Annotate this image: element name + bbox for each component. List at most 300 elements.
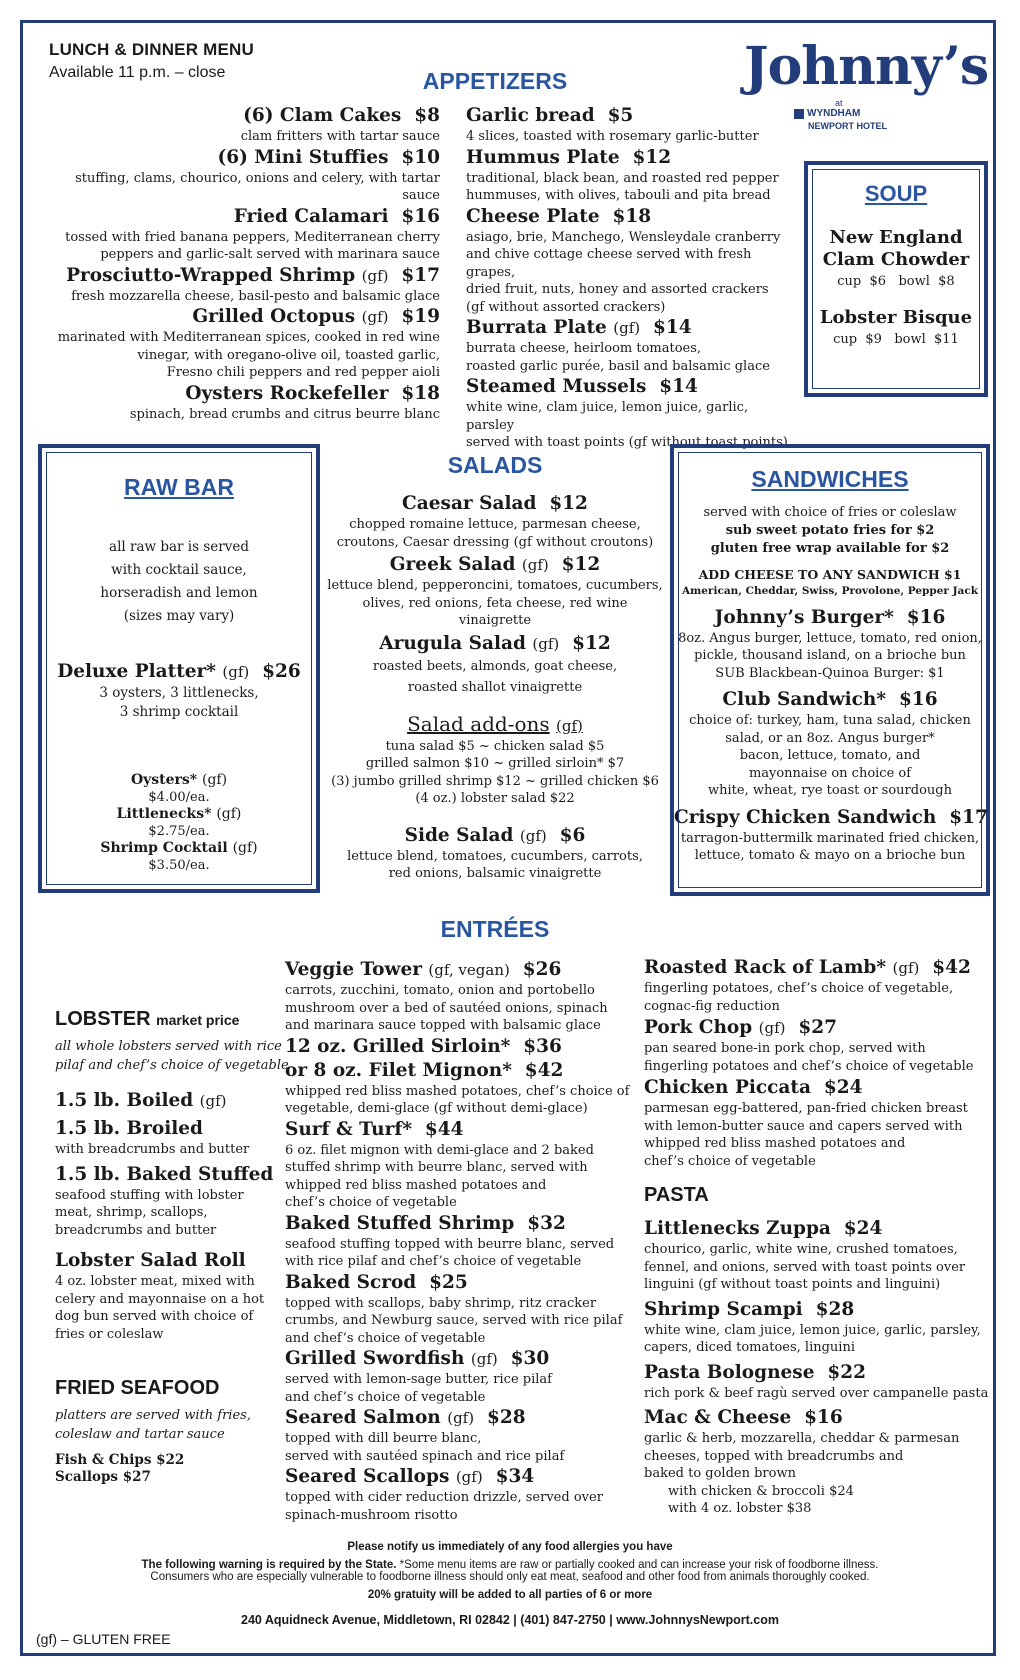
gluten-free-tag: (gf)	[613, 319, 641, 337]
raw-bar-intro-line: all raw bar is served	[109, 539, 249, 555]
raw-bar-item-name	[42, 772, 316, 789]
soup-name: Lobster Bisque	[819, 306, 973, 328]
raw-bar-name: Oysters*	[130, 772, 198, 788]
menu-item-name: Chicken Piccata	[644, 1077, 811, 1098]
menu-item-description: with lemon-butter sauce and capers served with	[644, 1118, 963, 1134]
menu-item-name: Burrata Plate	[466, 317, 607, 338]
menu-item-title	[644, 1217, 989, 1241]
gluten-free-tag: (gf, vegan)	[428, 961, 510, 979]
menu-item-description: with breadcrumbs and butter	[55, 1142, 250, 1157]
menu-item-price: $34	[495, 1466, 535, 1487]
entree-item	[285, 1406, 630, 1465]
gluten-free-tag: (gf)	[201, 772, 228, 788]
menu-item-description: served with toast points (gf without toast points)	[466, 435, 788, 450]
sandwich-item	[674, 606, 986, 683]
menu-item-price: $18	[401, 382, 440, 404]
lobster-title: LOBSTER	[55, 1008, 151, 1030]
menu-item	[40, 104, 440, 146]
menu-item-title	[285, 1406, 630, 1430]
gluten-free-tag: (gf)	[892, 959, 920, 977]
menu-item-name: Baked Scrod	[285, 1271, 417, 1293]
entree-item	[644, 1076, 989, 1170]
menu-item-title	[55, 1163, 295, 1187]
menu-item-price: $26	[522, 959, 562, 980]
menu-item-name: Pork Chop	[644, 1017, 753, 1038]
menu-item-description: fingerling potatoes and chef’s choice of vegetable	[644, 1058, 974, 1074]
state-warning-line	[0, 1559, 1020, 1571]
menu-item-title	[40, 382, 440, 406]
menu-item-title	[285, 1118, 630, 1142]
gluten-free-legend: (gf) – GLUTEN FREE	[36, 1631, 171, 1647]
menu-item-name: Club Sandwich*	[722, 689, 887, 710]
lobster-heading	[55, 1008, 295, 1031]
menu-item-title	[674, 806, 986, 830]
menu-item-title	[285, 1271, 630, 1295]
lobster-item	[55, 1089, 295, 1113]
logo-at: at	[835, 98, 843, 108]
appetizers-left-column	[40, 104, 440, 423]
menu-item-price: $12	[632, 146, 672, 168]
gluten-free-tag: (gf)	[361, 308, 389, 326]
menu-item-description: roasted beets, almonds, goat cheese,	[372, 658, 618, 674]
menu-item-price: $19	[401, 306, 440, 327]
lobster-market-price: market price	[156, 1012, 240, 1028]
menu-item-description: fresh mozzarella cheese, basil-pesto and balsamic glace	[71, 288, 440, 304]
menu-item-description: chef’s choice of vegetable	[644, 1153, 816, 1169]
salads-list	[325, 492, 665, 883]
menu-item-description: burrata cheese, heirloom tomatoes,	[466, 341, 702, 356]
menu-item-price: $25	[429, 1271, 468, 1293]
menu-item-description: spinach-mushroom risotto	[285, 1507, 458, 1523]
gluten-free-tag: (gf)	[556, 716, 583, 735]
menu-item-description: SUB Blackbean-Quinoa Burger: $1	[715, 665, 945, 681]
menu-item-name: Deluxe Platter*	[57, 661, 216, 682]
menu-item-description: white, wheat, rye toast or sourdough	[708, 783, 952, 798]
state-warning-line-2: Consumers who are especially vulnerable to foodborne illness should only eat meat, seafood and other food from animals thoroughly cooked.	[150, 1571, 870, 1583]
menu-item-description: rich pork & beef ragù served over campanelle pasta	[644, 1385, 989, 1401]
menu-item-price: $42	[524, 1059, 564, 1081]
menu-item-name: Littlenecks Zuppa	[644, 1218, 831, 1239]
menu-item-name: Grilled Octopus	[192, 306, 356, 327]
menu-item-description: whipped red bliss mashed potatoes, chef’s choice of	[285, 1083, 630, 1099]
pasta-item	[644, 1217, 989, 1294]
sandwich-sub: sub sweet potato fries for $2	[725, 523, 935, 538]
sandwich-item	[674, 806, 986, 865]
menu-item-description: and chive cottage cheese served with fresh grapes,	[466, 247, 752, 280]
menu-item-description: olives, red onions, feta cheese, red wine vinaigrette	[362, 595, 628, 628]
menu-item-description: garlic & herb, mozzarella, cheddar & parmesan	[644, 1431, 960, 1446]
lobster-item	[55, 1117, 295, 1159]
menu-item-description: traditional, black bean, and roasted red pepper	[466, 170, 779, 186]
menu-item-title	[644, 1016, 989, 1040]
menu-item-description: spinach, bread crumbs and citrus beurre blanc	[129, 406, 440, 422]
menu-item-description: white wine, clam juice, lemon juice, garlic, parsley	[466, 400, 749, 433]
entree-item	[285, 1347, 630, 1406]
salad-addon-line: grilled salmon $10 ~ grilled sirloin* $7	[365, 756, 625, 771]
menu-item-price: $12	[572, 632, 611, 654]
pasta-item	[644, 1298, 989, 1357]
menu-item-description: tossed with fried banana peppers, Mediterranean cherry	[65, 229, 440, 245]
menu-item-title	[325, 824, 665, 848]
salad-addons-title: Salad add-ons	[407, 711, 550, 736]
sandwich-intro: served with choice of fries or coleslaw	[703, 505, 957, 520]
raw-bar-name: Littlenecks*	[116, 806, 212, 822]
menu-item-name: Cheese Plate	[466, 205, 600, 227]
salad-item	[325, 632, 665, 698]
menu-item-description: lettuce blend, tomatoes, cucumbers, carrots,	[347, 848, 643, 864]
salads-heading: SALADS	[447, 452, 543, 478]
menu-item-title	[285, 1212, 630, 1236]
soup-name: New England	[829, 227, 963, 248]
menu-item	[466, 104, 796, 146]
menu-item-description: asiago, brie, Manchego, Wensleydale cranberry	[466, 229, 781, 245]
menu-item-description: clam fritters with tartar sauce	[240, 129, 440, 144]
raw-bar-platter	[42, 660, 316, 722]
lobster-item	[55, 1249, 295, 1343]
raw-bar-name: Shrimp Cocktail	[100, 840, 228, 856]
logo-brand-row	[794, 108, 944, 119]
menu-item-title	[644, 1361, 989, 1385]
raw-bar-heading: RAW BAR	[124, 474, 234, 500]
mac-cheese-addon: with 4 oz. lobster $38	[668, 1501, 812, 1516]
menu-item-name: Arugula Salad	[379, 632, 526, 654]
menu-item-title	[55, 1117, 295, 1141]
footer	[0, 1541, 1020, 1627]
address-line: 240 Aquidneck Avenue, Middletown, RI 02842 | (401) 847-2750 | www.JohnnysNewport.com	[241, 1613, 779, 1627]
appetizers-heading: APPETIZERS	[422, 68, 568, 94]
menu-item-description: topped with cider reduction drizzle, served over	[285, 1490, 603, 1505]
menu-item-name: or 8 oz. Filet Mignon*	[285, 1059, 512, 1081]
menu-availability: Available 11 p.m. – close	[49, 64, 226, 81]
menu-item	[40, 205, 440, 264]
menu-item-title	[55, 1249, 295, 1273]
menu-item-description: celery and mayonnaise on a hot	[55, 1291, 265, 1307]
menu-item-description: carrots, zucchini, tomato, onion and portobello	[285, 983, 595, 998]
menu-item-description: dog bun served with choice of	[55, 1309, 254, 1324]
menu-item-name: 1.5 lb. Baked Stuffed	[55, 1163, 274, 1185]
soup-item	[808, 307, 984, 349]
menu-item-description: and chef’s choice of vegetable	[285, 1389, 486, 1405]
menu-item-price: $12	[549, 493, 588, 514]
menu-item-title	[285, 1059, 630, 1083]
salad-item	[325, 553, 665, 630]
menu-item-title	[466, 205, 796, 229]
menu-item-description: linguini (gf without toast points and linguini)	[644, 1277, 941, 1292]
salad-addon-line: (4 oz.) lobster salad $22	[415, 791, 575, 806]
menu-item-description: topped with dill beurre blanc,	[285, 1431, 482, 1446]
menu-item-name: Prosciutto-Wrapped Shrimp	[66, 264, 356, 286]
menu-item-price: $27	[798, 1017, 838, 1038]
menu-item-name: 1.5 lb. Boiled	[55, 1090, 194, 1111]
gluten-free-tag: (gf)	[199, 1092, 227, 1110]
menu-item-description: chourico, garlic, white wine, crushed tomatoes,	[644, 1242, 958, 1257]
sandwiches-box	[670, 444, 990, 896]
menu-item-title	[466, 146, 796, 170]
menu-item-price: $16	[804, 1407, 843, 1428]
sandwich-sub: gluten free wrap available for $2	[710, 541, 950, 556]
mac-cheese-addon: with chicken & broccoli $24	[668, 1483, 854, 1499]
sandwich-item	[674, 688, 986, 800]
menu-item-name: Shrimp Scampi	[644, 1298, 803, 1320]
menu-item-description: 8oz. Angus burger, lettuce, tomato, red onion,	[678, 630, 982, 646]
menu-item-price: $17	[949, 806, 988, 828]
menu-item-name: Grilled Swordfish	[285, 1348, 465, 1369]
menu-item-price: $26	[262, 661, 301, 682]
menu-item-description: cheeses, topped with breadcrumbs and	[644, 1448, 904, 1464]
menu-item-name: (6) Clam Cakes	[243, 105, 402, 126]
menu-item-description: crumbs, and Newburg sauce, served with rice pilaf	[285, 1313, 623, 1328]
menu-item-title	[285, 1465, 630, 1489]
menu-item-title	[285, 1347, 630, 1371]
raw-bar-intro-line: with cocktail sauce,	[111, 562, 247, 578]
menu-item-description: roasted shallot vinaigrette	[407, 679, 583, 695]
menu-item-description: roasted garlic purée, basil and balsamic glace	[466, 358, 770, 374]
gluten-free-tag: (gf)	[232, 840, 258, 856]
menu-item-price: $24	[843, 1218, 883, 1239]
menu-item-name: Seared Salmon	[285, 1407, 441, 1428]
entree-item	[644, 1016, 989, 1075]
menu-item-title	[466, 316, 796, 340]
menu-item-title	[644, 1406, 989, 1430]
entree-item	[285, 1465, 630, 1524]
menu-item-title	[42, 660, 316, 684]
menu-item-name: 1.5 lb. Broiled	[55, 1118, 203, 1139]
menu-item-description: 4 oz. lobster meat, mixed with	[55, 1274, 255, 1289]
menu-item-price: $16	[898, 689, 938, 710]
entree-item	[285, 1118, 630, 1212]
salad-item	[325, 824, 665, 883]
menu-item-description: tarragon-buttermilk marinated fried chicken,	[680, 830, 980, 846]
menu-item-name: Crispy Chicken Sandwich	[674, 806, 937, 828]
soup-heading: SOUP	[864, 181, 928, 206]
appetizers-right-column	[466, 104, 796, 452]
menu-item-description: breadcrumbs and butter	[55, 1222, 217, 1238]
raw-bar-box	[38, 444, 320, 893]
menu-item-title	[674, 688, 986, 712]
raw-bar-item-name	[42, 806, 316, 823]
lobster-note-line: pilaf and chef’s choice of vegetable	[55, 1058, 289, 1073]
menu-item-description: seafood stuffing with lobster	[55, 1187, 244, 1203]
menu-item	[466, 316, 796, 375]
menu-item-name: Veggie Tower	[285, 959, 422, 980]
menu-item-price: $28	[815, 1298, 855, 1320]
menu-item-description: chopped romaine lettuce, parmesan cheese,	[349, 517, 641, 532]
lobster-note-line: all whole lobsters served with rice	[55, 1039, 282, 1054]
menu-item-name: Hummus Plate	[466, 146, 620, 168]
menu-item-price: $6	[559, 824, 586, 846]
gluten-free-tag: (gf)	[519, 826, 547, 845]
entrees-middle-column	[285, 958, 630, 1524]
menu-item	[40, 382, 440, 424]
menu-item-name: 12 oz. Grilled Sirloin*	[285, 1035, 511, 1057]
menu-item-price: $17	[401, 264, 440, 286]
menu-item-description: cognac-fig reduction	[644, 998, 780, 1014]
fried-seafood-item: Fish & Chips $22	[55, 1452, 185, 1468]
menu-item-title	[285, 1035, 630, 1059]
menu-item-name: Mac & Cheese	[644, 1407, 792, 1428]
gluten-free-tag: (gf)	[216, 806, 242, 822]
lobster-note	[55, 1037, 295, 1075]
entree-item	[285, 1212, 630, 1271]
menu-item-name: Greek Salad	[389, 554, 516, 575]
menu-item-description: lettuce blend, pepperoncini, tomatoes, cucumbers,	[327, 578, 663, 593]
fried-seafood-note-line: coleslaw and tartar sauce	[55, 1427, 225, 1442]
menu-item-title	[285, 958, 630, 982]
menu-item-description: capers, diced tomatoes, linguini	[644, 1340, 855, 1355]
gluten-free-tag: (gf)	[447, 1409, 475, 1427]
menu-item-description: chef’s choice of vegetable	[285, 1195, 457, 1210]
salad-addon-line: (3) jumbo grilled shrimp $12 ~ grilled chicken $6	[331, 773, 659, 789]
menu-item-description: fennel, and onions, served with toast points over	[644, 1259, 966, 1275]
sandwiches-list	[674, 504, 986, 865]
menu-item-name: Pasta Bolognese	[644, 1361, 815, 1383]
soup-box	[804, 161, 988, 397]
menu-item-name: Roasted Rack of Lamb*	[644, 957, 887, 978]
menu-item-description: lettuce, tomato & mayo on a brioche bun	[694, 848, 966, 863]
raw-bar-item-name	[42, 840, 316, 857]
menu-title: LUNCH & DINNER MENU	[49, 40, 254, 59]
raw-bar-intro-line: horseradish and lemon	[100, 585, 258, 601]
raw-bar-intro-line: (sizes may vary)	[123, 608, 235, 624]
menu-item-description: served with sautéed spinach and rice pilaf	[285, 1448, 565, 1464]
menu-item	[466, 375, 796, 452]
gluten-free-tag: (gf)	[455, 1468, 483, 1486]
menu-item-price: $5	[607, 105, 634, 126]
menu-item-title	[644, 956, 989, 980]
menu-item-price: $24	[823, 1077, 863, 1098]
menu-item-title	[466, 104, 796, 128]
salad-item	[325, 492, 665, 551]
menu-item-description: 6 oz. filet mignon with demi-glace and 2 baked	[285, 1142, 594, 1158]
menu-item-description: vegetable, demi-glace (gf without demi-glace)	[285, 1101, 588, 1116]
menu-item-description: peppers and garlic-salt served with marinara sauce	[100, 247, 440, 262]
menu-item-price: $10	[401, 146, 440, 168]
menu-item-description: whipped red bliss mashed potatoes and	[285, 1177, 547, 1193]
menu-item-price: $14	[653, 317, 692, 338]
pasta-item	[644, 1361, 989, 1403]
menu-item-description: 3 shrimp cocktail	[119, 704, 239, 720]
menu-item-description: Fresno chili peppers and red pepper aioli	[166, 365, 440, 380]
menu-item-title	[325, 632, 665, 656]
menu-item-description: served with lemon-sage butter, rice pilaf	[285, 1372, 552, 1387]
menu-item-description: with rice pilaf and chef’s choice of vegetable	[285, 1254, 582, 1269]
menu-item-name: Side Salad	[404, 824, 514, 846]
menu-item-name: Caesar Salad	[402, 493, 537, 514]
menu-item-description: vinegar, with oregano-olive oil, toasted garlic,	[137, 347, 440, 363]
pasta-item	[644, 1406, 989, 1483]
gluten-free-tag: (gf)	[361, 266, 389, 285]
menu-item-name: Surf & Turf*	[285, 1118, 412, 1140]
fried-seafood-list	[55, 1452, 295, 1486]
menu-item-title	[40, 146, 440, 170]
menu-item-title	[40, 104, 440, 128]
menu-item-title	[40, 305, 440, 329]
soup-item	[808, 227, 984, 291]
allergy-notice: Please notify us immediately of any food allergies you have	[347, 1541, 673, 1553]
menu-item-price: $8	[414, 105, 440, 126]
menu-item-description: fingerling potatoes, chef’s choice of vegetable,	[644, 981, 954, 996]
menu-item-description: fries or coleslaw	[55, 1326, 164, 1342]
menu-item-price: $22	[827, 1361, 866, 1383]
raw-bar-price: $2.75/ea.	[148, 824, 210, 839]
raw-bar-each-list	[42, 772, 316, 874]
menu-item-description: croutons, Caesar dressing (gf without croutons)	[336, 534, 654, 550]
menu-item-description: pan seared bone-in pork chop, served with	[644, 1041, 926, 1056]
menu-item-title	[40, 264, 440, 288]
gluten-free-tag: (gf)	[758, 1019, 786, 1037]
state-warning-text: *Some menu items are raw or partially cooked and can increase your risk of foodborne illness.	[396, 1559, 879, 1571]
menu-item-name: Oysters Rockefeller	[185, 382, 389, 404]
menu-item-title	[466, 375, 796, 399]
menu-item	[40, 146, 440, 205]
salad-addons	[325, 712, 665, 808]
pasta-heading: PASTA	[644, 1184, 709, 1206]
menu-item-description: parmesan egg-battered, pan-fried chicken breast	[644, 1101, 968, 1116]
menu-item-name: (6) Mini Stuffies	[217, 146, 389, 168]
menu-item-description: dried fruit, nuts, honey and assorted crackers	[466, 282, 769, 297]
menu-item-price: $32	[527, 1212, 566, 1234]
menu-item-title	[40, 205, 440, 229]
entree-item	[285, 1035, 630, 1059]
menu-item-price: $18	[612, 205, 652, 227]
raw-bar-price: $4.00/ea.	[148, 790, 210, 805]
menu-item-description: and marinara sauce topped with balsamic glace	[285, 1018, 601, 1033]
fried-seafood-note-line: platters are served with fries,	[55, 1408, 251, 1423]
sandwich-cheese: ADD CHEESE TO ANY SANDWICH $1	[698, 567, 962, 582]
sandwich-cheese-types: American, Cheddar, Swiss, Provolone, Pepper Jack	[681, 584, 979, 597]
logo-hotel: NEWPORT HOTEL	[808, 121, 887, 131]
menu-item-price: $14	[659, 376, 698, 397]
fried-seafood-note	[55, 1406, 295, 1444]
logo-wordmark: Johnny’s	[744, 36, 989, 97]
menu-item-description: bacon, lettuce, tomato, and	[739, 748, 921, 763]
menu-item-description: choice of: turkey, ham, tuna salad, chicken	[689, 713, 971, 728]
entree-item	[644, 956, 989, 1015]
menu-item-description: pickle, thousand island, on a brioche bun	[694, 648, 966, 663]
lobster-column	[55, 1008, 295, 1486]
salad-addons-heading	[325, 712, 665, 738]
entree-item	[285, 1059, 630, 1118]
menu-item-description: mayonnaise on choice of	[748, 765, 912, 781]
menu-item-description: hummuses, with olives, tabouli and pita bread	[466, 188, 771, 203]
soup-prices: cup $6 bowl $8	[837, 274, 955, 289]
raw-bar-price: $3.50/ea.	[148, 858, 210, 873]
menu-item-title	[644, 1076, 989, 1100]
menu-item-description: whipped red bliss mashed potatoes and	[644, 1136, 906, 1151]
sandwiches-heading: SANDWICHES	[751, 466, 909, 492]
raw-bar-intro	[42, 536, 316, 628]
gluten-free-tag: (gf)	[222, 663, 250, 681]
menu-item-name: Lobster Salad Roll	[55, 1250, 246, 1271]
menu-item-description: white wine, clam juice, lemon juice, garlic, parsley,	[644, 1322, 981, 1338]
menu-item-description: 4 slices, toasted with rosemary garlic-butter	[466, 129, 759, 144]
menu-item-description: red onions, balsamic vinaigrette	[388, 866, 602, 881]
menu-item-price: $16	[401, 205, 440, 227]
menu-item-title	[325, 553, 665, 577]
menu-item-name: Seared Scallops	[285, 1466, 450, 1487]
fried-seafood-heading: FRIED SEAFOOD	[55, 1377, 220, 1399]
menu-item-description: salad, or an 8oz. Angus burger*	[725, 730, 935, 746]
entree-item	[285, 1271, 630, 1348]
menu-item-description: (gf without assorted crackers)	[466, 299, 666, 315]
menu-item-price: $28	[486, 1407, 526, 1428]
logo-brand: WYNDHAM	[807, 108, 861, 119]
menu-item-name: Baked Stuffed Shrimp	[285, 1212, 515, 1234]
soup-name: Clam Chowder	[822, 249, 970, 270]
gluten-free-tag: (gf)	[521, 556, 549, 574]
menu-item-description: stuffing, clams, chourico, onions and celery, with tartar sauce	[75, 170, 440, 203]
menu-item-description: stuffed shrimp with beurre blanc, served with	[285, 1160, 588, 1175]
